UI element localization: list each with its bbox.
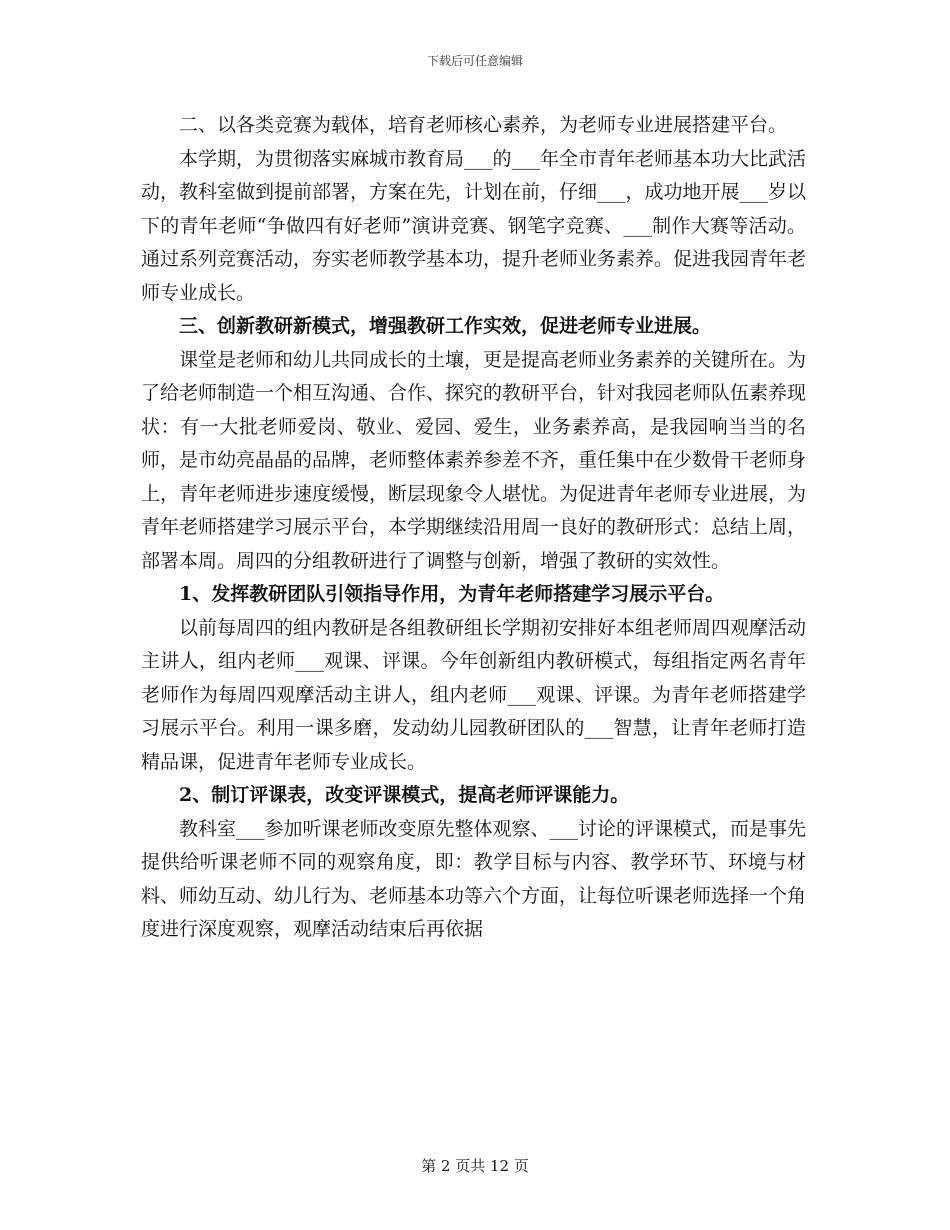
body-paragraph: 课堂是老师和幼儿共同成长的土壤，更是提高老师业务素养的关键所在。为了给老师制造一个相互沟通、合作、探究的教研平台，针对我园老师队伍素养现状：有一大批老师爱岗、敬业、爱园、爱生，业务素养高，是我园响当当的名师，是市幼亮晶晶的品牌，老师整体素养参差不齐，重任集中在少数骨干老师身上，青年老师进步速度缓慢，断层现象令人堪忧。为促进青年老师专业进展，为青年老师搭建学习展示平台，本学期继续沿用周一良好的教研形式：总结上周，部署本周。周四的分组教研进行了调整与创新，增强了教研的实效性。	[141, 348, 807, 572]
section-heading-2: 二、以各类竞赛为载体，培育老师核心素养，为老师专业进展搭建平台。	[179, 114, 788, 136]
section-heading-3: 三、创新教研新模式，增强教研工作实效，促进老师专业进展。	[179, 315, 712, 337]
body-paragraph: 本学期，为贯彻落实麻城市教育局___的___年全市青年老师基本功大比武活动，教科室做到提前部署，方案在先，计划在前，仔细___，成功地开展___岁以下的青年老师“争做四有好老师”演讲竞赛、钢笔字竞赛、___制作大赛等活动。通过系列竞赛活动，夯实老师教学基本功，提升老师业务素养。促进我园青年老师专业成长。	[141, 147, 807, 304]
subheading-1: 1、发挥教研团队引领指导作用，为青年老师搭建学习展示平台。	[179, 583, 725, 605]
body-paragraph: 教科室___参加听课老师改变原先整体观察、___讨论的评课模式，而是事先提供给听课老师不同的观察角度，即：教学目标与内容、教学环节、环境与材料、师幼互动、幼儿行为、老师基本功等六个方面，让每位听课老师选择一个角度进行深度观察，观摩活动结束后再依据	[141, 817, 807, 940]
document-body	[141, 109, 806, 947]
page-number: 第 2 页共 12 页	[421, 1157, 529, 1175]
body-paragraph: 以前每周四的组内教研是各组教研组长学期初安排好本组老师周四观摩活动主讲人，组内老师___观课、评课。今年创新组内教研模式，每组指定两名青年老师作为每周四观摩活动主讲人，组内老师___观课、评课。为青年老师搭建学习展示平台。利用一课多磨，发动幼儿园教研团队的___智慧，让青年老师打造精品课，促进青年老师专业成长。	[141, 616, 807, 773]
subheading-2: 2、制订评课表，改变评课模式，提高老师评课能力。	[179, 784, 630, 806]
page-header: 下载后可任意编辑	[426, 54, 523, 68]
